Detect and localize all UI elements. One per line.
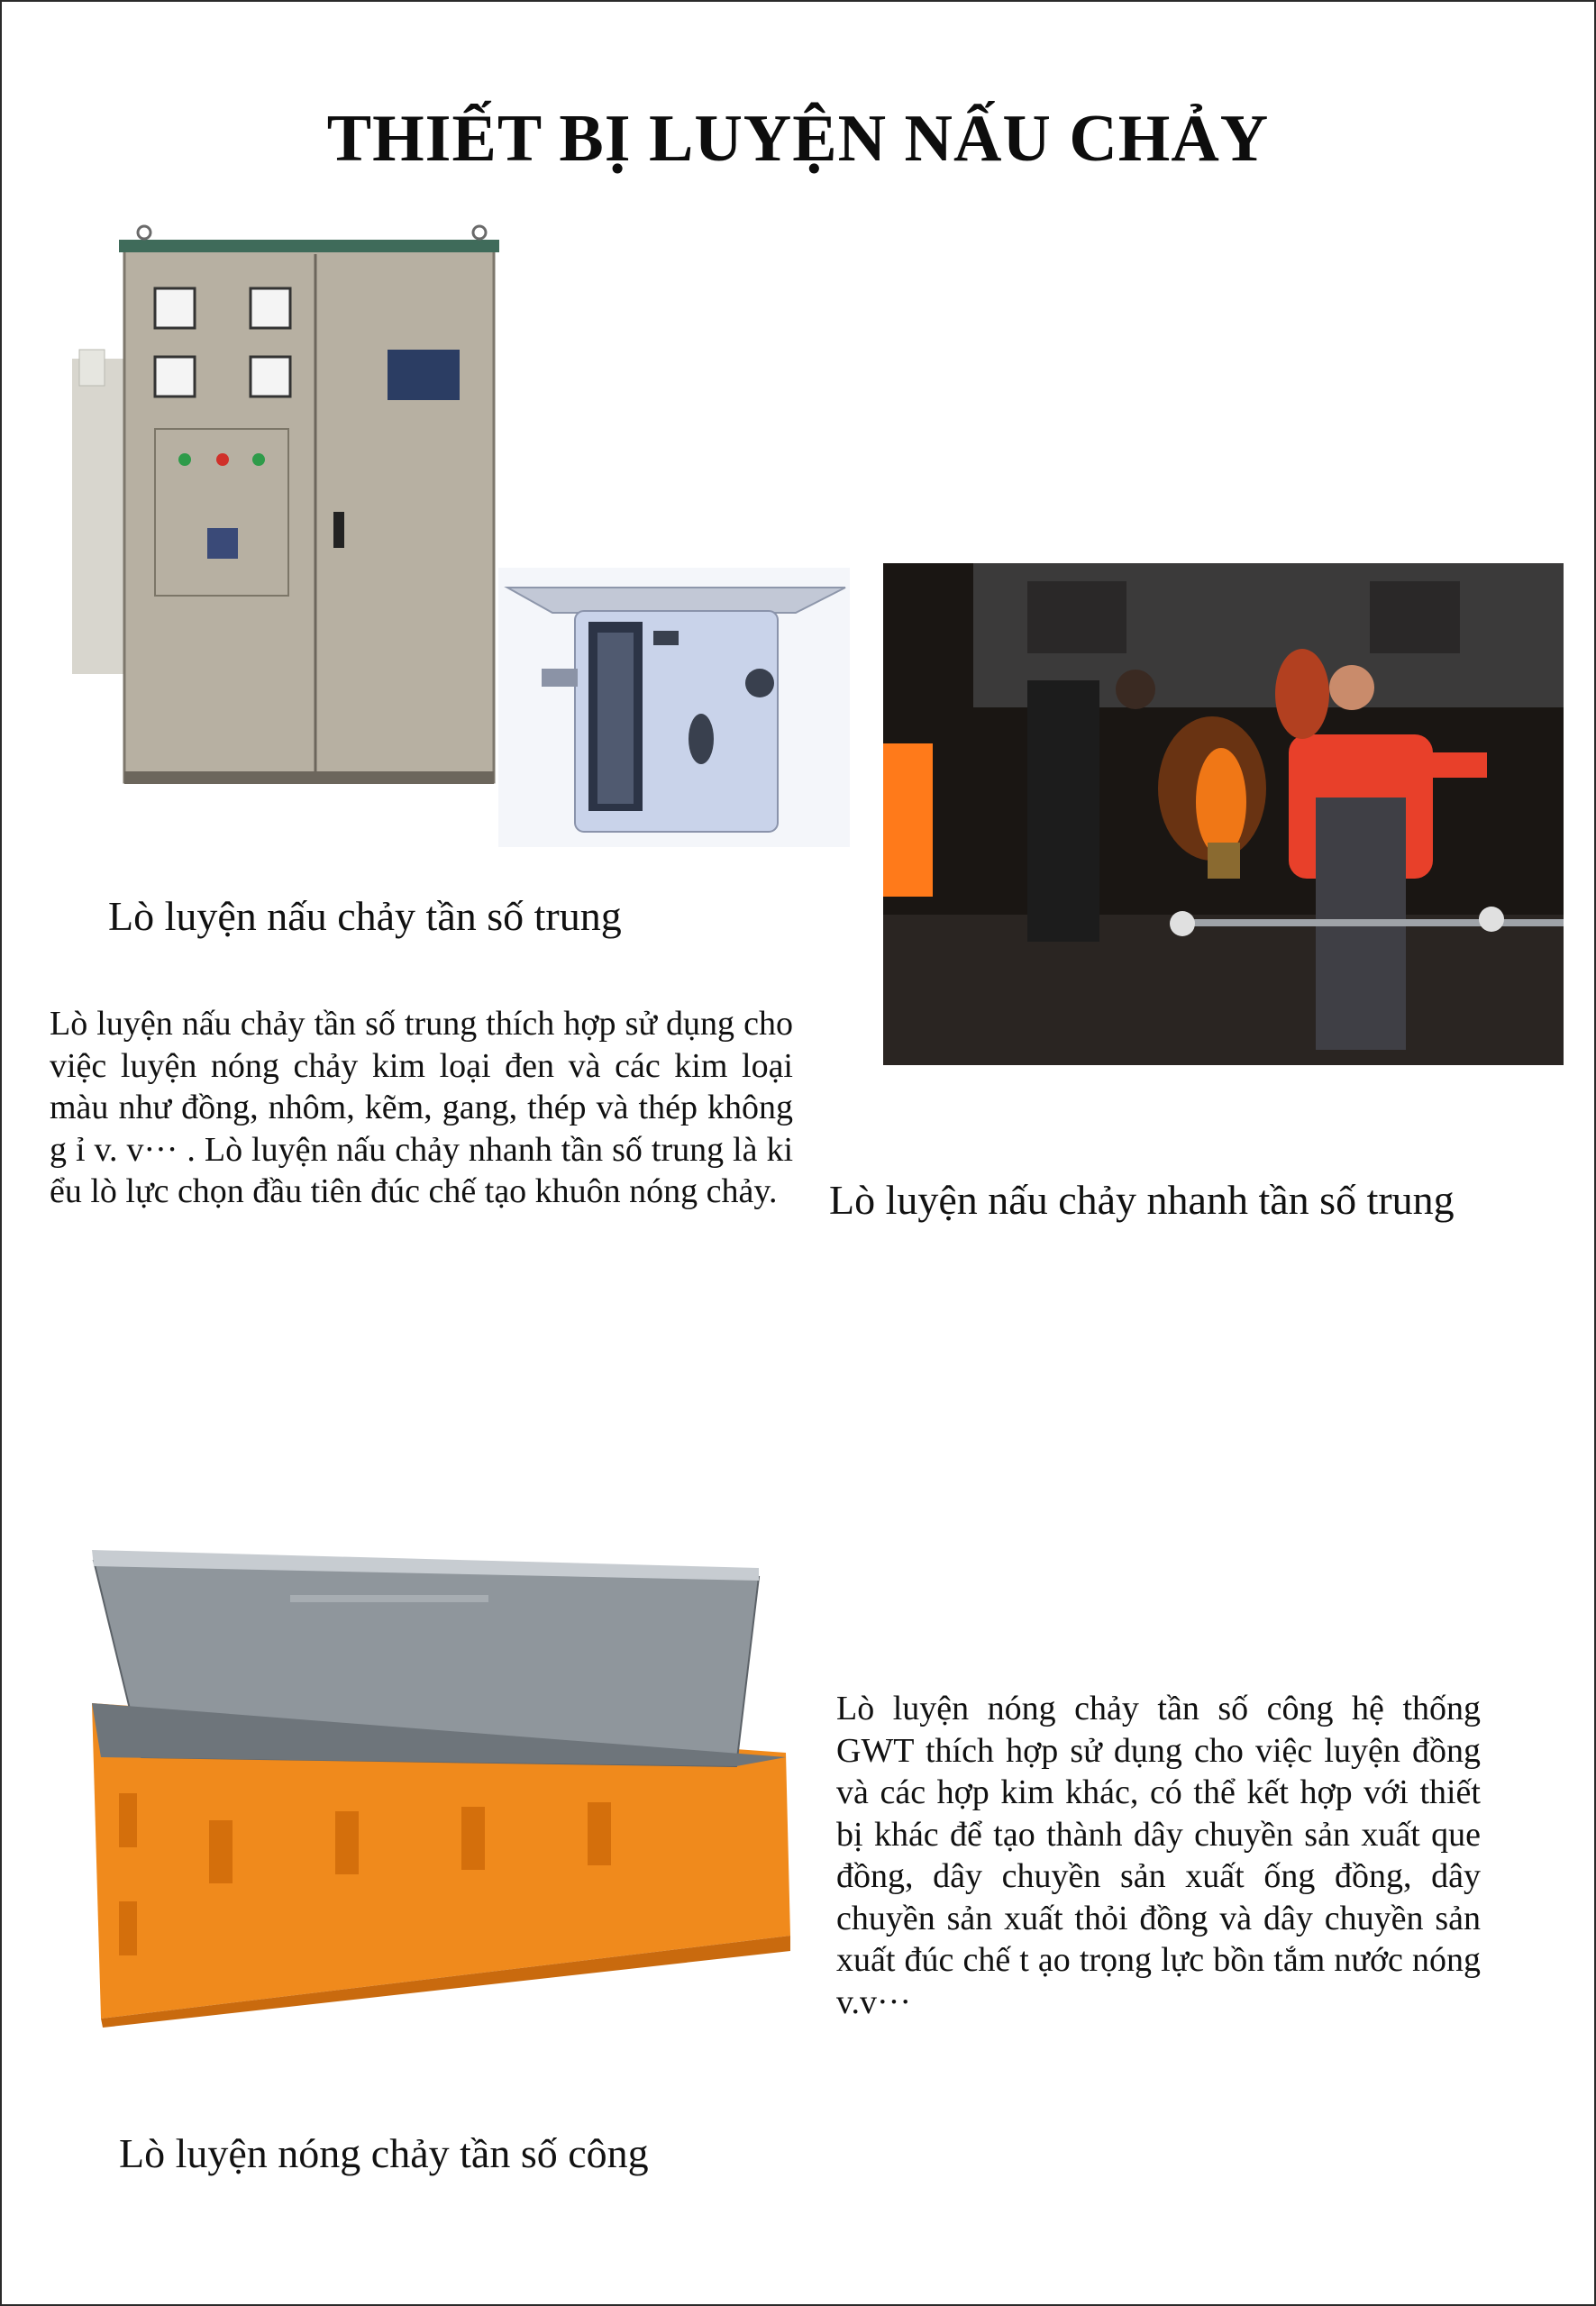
paragraph-power-frequency: Lò luyện nóng chảy tần số công hệ thống GWT thích hợp sử dụng cho việc luyện đồng và các hợp kim khác, có thể kết hợp với thiết bị khác để tạo thành dây chuyền sản xuất que đồng, dây chuyền sản xuất ống đồng, dây chuyền sản xuất thỏi đồng và dây chuyền sản xuất đúc chế t ạo trọng lực bồn tắm nước nóng v.v··· [836, 1690, 1481, 2021]
control-cabinet-photo [72, 223, 514, 818]
caption-medium-frequency-furnace: Lò luyện nấu chảy tần số trung [108, 893, 622, 939]
workers-pouring-photo [883, 563, 1564, 1065]
caption-fast-medium-frequency-furnace: Lò luyện nấu chảy nhanh tần số trung [829, 1177, 1455, 1223]
paragraph-medium-frequency: Lò luyện nấu chảy tần số trung thích hợp sử dụng cho việc luyện nóng chảy kim loại đen và các kim loại màu như đồng, nhôm, kẽm, gang, thép và thép không g ỉ v. v··· . Lò luyện nấu chảy nhanh tần số trung là ki ểu lò lực chọn đầu tiên đúc chế tạo khuôn nóng chảy. [50, 1005, 793, 1210]
induction-furnace-photo [498, 568, 850, 847]
page-title: THIẾT BỊ LUYỆN NẤU CHẢY [326, 102, 1270, 176]
power-frequency-furnace-photo [65, 1541, 804, 2028]
caption-power-frequency-furnace: Lò luyện nóng chảy tần số công [119, 2130, 649, 2176]
